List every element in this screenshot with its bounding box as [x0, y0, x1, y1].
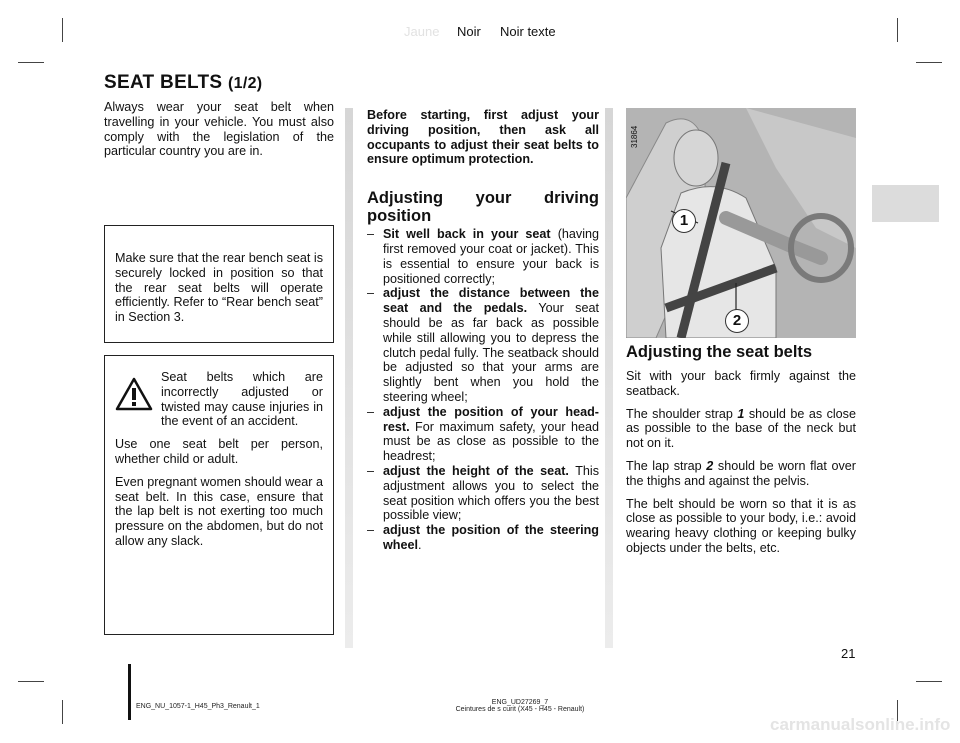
- callout-1: 1: [672, 209, 696, 233]
- warning-p2: Even pregnant women should wear a seat belt. In this case, ensure that the lap belt is not exerting too much pressure on the abdomen, but do not allow any slack.: [115, 474, 323, 548]
- crop-mark: [916, 62, 942, 63]
- column-divider: [345, 108, 353, 648]
- list-item: – adjust the position of your head-rest. For maximum safety, your head must be as close as possible to the headrest;: [367, 405, 599, 464]
- footer-right: ENG_UD27269_7 Ceintures de s curit (X45 - H45 - Renault): [455, 699, 585, 713]
- driver-figure-icon: [626, 108, 856, 338]
- title-part: (1/2): [228, 75, 263, 92]
- right-p1: Sit with your back firmly against the seatback.: [626, 369, 856, 398]
- crop-mark: [897, 18, 898, 42]
- crop-mark: [62, 18, 63, 42]
- section-tab: [872, 185, 939, 222]
- crop-mark: [18, 681, 44, 682]
- intro-text: Always wear your seat belt when travelling in your vehicle. You must also comply with the legislation of the particular country you are in.: [104, 100, 334, 159]
- figure-code: 31864: [630, 125, 639, 148]
- list-item: – Sit well back in your seat (having first removed your coat or jacket). This is essential to ensure your back is positioned correctly;: [367, 227, 599, 286]
- watermark: carmanualsonline.info: [770, 715, 951, 734]
- note-text: Make sure that the rear bench seat is securely locked in position so that the rear seat belts will operate efficiently. Refer to “Rear bench seat” in Section 3.: [115, 251, 323, 325]
- note-box: [104, 225, 334, 343]
- column-divider: [605, 108, 613, 648]
- callout-2: 2: [725, 309, 749, 333]
- list-item: – adjust the position of the steering wheel.: [367, 523, 599, 553]
- right-p3: The lap strap 2 should be worn flat over the thighs and against the pelvis.: [626, 458, 856, 488]
- footer-left: ENG_NU_1057-1_H45_Ph3_Renault_1: [136, 703, 260, 710]
- color-label-black: Noir: [457, 24, 481, 39]
- warning-triangle-icon: [115, 376, 153, 412]
- middle-lead: Before starting, first adjust your driving position, then ask all occupants to adjust their seat belts to ensure optimum protection.: [367, 108, 599, 167]
- warning-lead: Seat belts which are incorrectly adjusted or twisted may cause injuries in the event of an accident.: [161, 370, 323, 429]
- list-item: – adjust the distance between the seat and the pedals. Your seat should be as far back as possible while still allowing you to depress the clutch pedal fully. The seatback should be adjusted so that your arms are slightly bent when you hold the steering wheel;: [367, 286, 599, 404]
- right-p2: The shoulder strap 1 should be as close as possible to the base of the neck but not on it.: [626, 406, 856, 451]
- middle-column: [367, 108, 599, 553]
- adjust-list: [367, 227, 599, 553]
- color-label-yellow: Jaune: [404, 24, 440, 39]
- crop-mark: [18, 62, 44, 63]
- warning-box: [104, 355, 334, 635]
- right-p4: The belt should be worn so that it is as close as possible to your body, i.e.: avoid wearing heavy clothing or keeping bulky objects under the belts, etc.: [626, 496, 856, 555]
- right-column: [626, 343, 856, 564]
- color-label-black-text: Noir texte: [500, 24, 556, 39]
- footer-bar: [128, 664, 131, 720]
- seatbelt-heading: Adjusting the seat belts: [626, 343, 813, 361]
- title-main: SEAT BELTS: [104, 72, 223, 93]
- crop-mark: [916, 681, 942, 682]
- list-item: – adjust the height of the seat. This adjustment allows you to select the seat position which offers you the best possible view;: [367, 464, 599, 523]
- page-title: [104, 72, 262, 94]
- page-number: 21: [841, 646, 856, 661]
- crop-mark: [62, 700, 63, 724]
- driving-position-heading: Adjusting your driving position: [367, 189, 599, 226]
- warning-p1: Use one seat belt per person, whether child or adult.: [115, 437, 323, 466]
- seatbelt-illustration: [626, 108, 856, 338]
